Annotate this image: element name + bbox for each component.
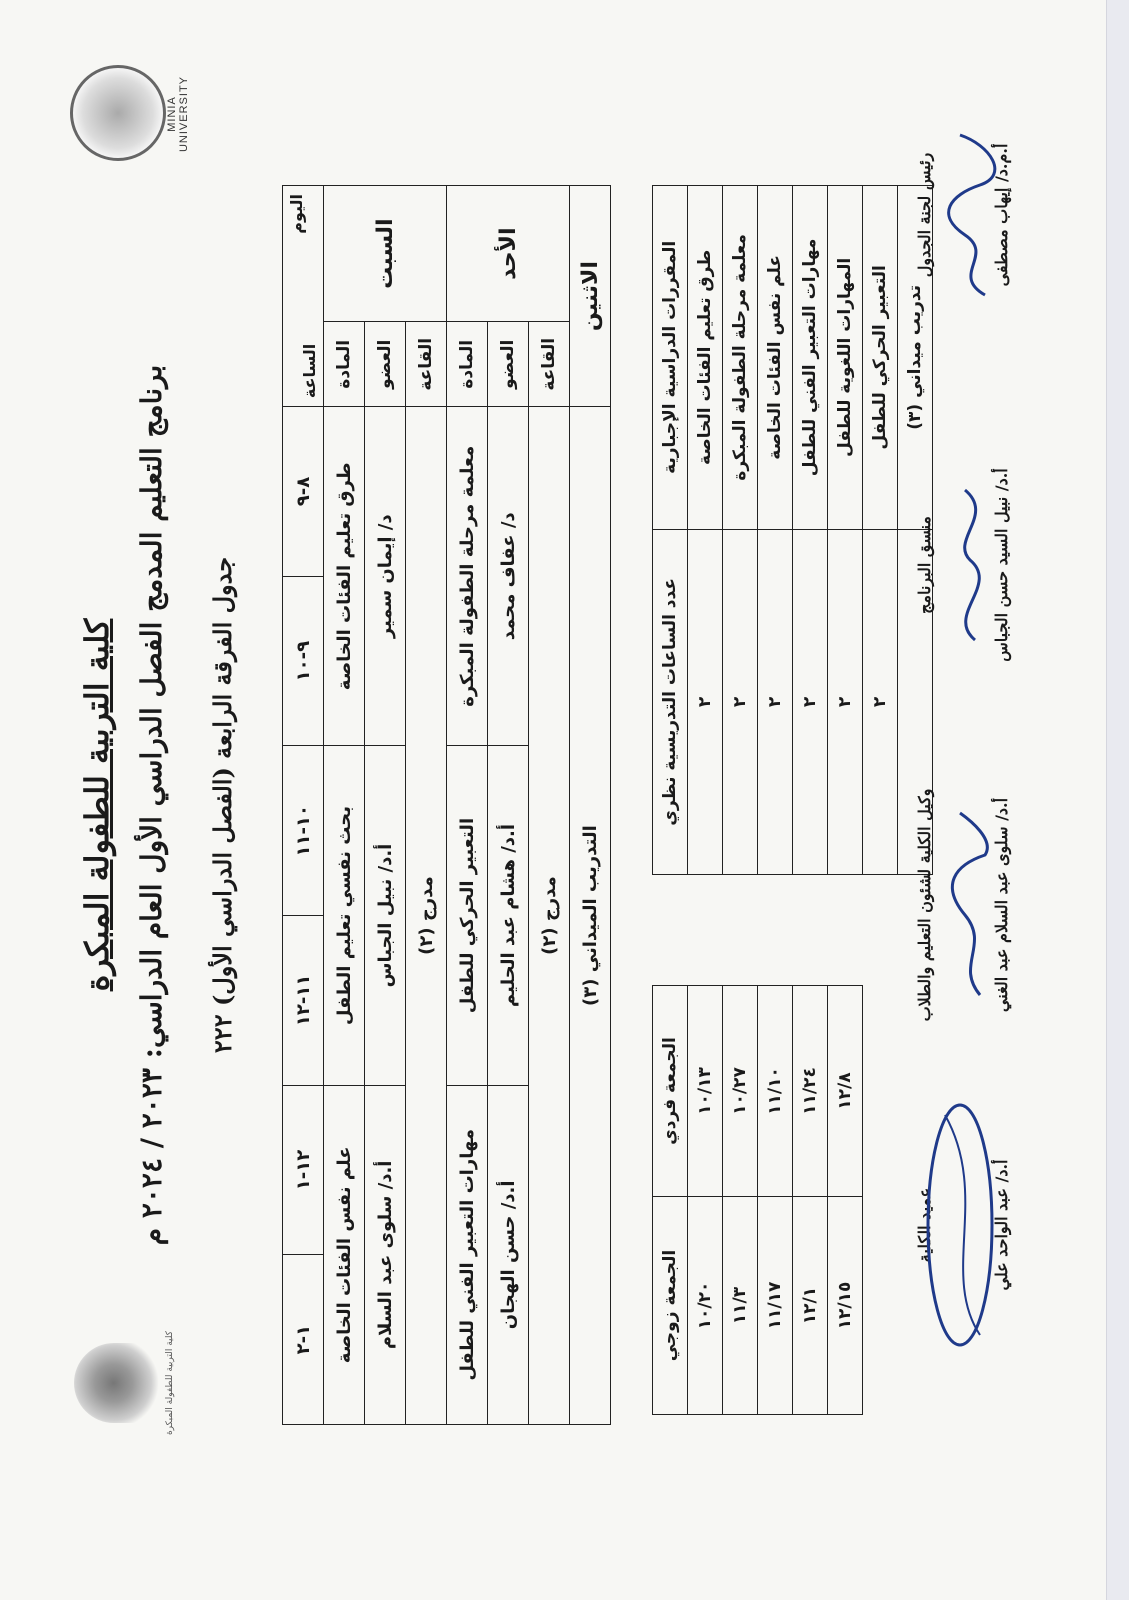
course-name: طرق تعليم الفئات الخاصة	[688, 186, 723, 530]
friday-row	[758, 986, 793, 1415]
subject-cell: معلمة مرحلة الطفولة المبكرة	[447, 407, 488, 746]
faculty-title: كلية التربية للطفولة المبكرة	[78, 618, 116, 992]
fridays-header: الجمعة فردي	[653, 986, 688, 1197]
time-slot-header: ١٠-١١	[283, 746, 324, 916]
schedule-header-row	[283, 186, 324, 1425]
time-slot-header: ٩-١٠	[283, 576, 324, 746]
course-row	[758, 186, 793, 875]
room-cell: مدرج (٢)	[406, 407, 447, 1425]
member-cell: أ.د/ سلوى عبد السلام	[365, 1085, 406, 1424]
day-name: الاثنين	[570, 186, 611, 407]
subject-cell: التعبير الحركي للطفل	[447, 746, 488, 1085]
row-label: العضو	[488, 322, 529, 407]
friday-even-date: ١٢/١	[793, 1197, 828, 1415]
room-cell: مدرج (٢)	[529, 407, 570, 1425]
friday-odd-date: ١٠/١٣	[688, 986, 723, 1197]
schedule-row-member	[488, 186, 529, 1425]
schedule-row-room	[406, 186, 447, 1425]
scan-edge	[1106, 0, 1129, 1600]
friday-even-date: ١١/١٧	[758, 1197, 793, 1415]
course-hours: ٢	[758, 529, 793, 874]
subject-cell: بحث نفسي تعليم الطفل	[324, 746, 365, 1085]
row-label: العضو	[365, 322, 406, 407]
schedule-row-subject	[447, 186, 488, 1425]
time-slot-header: ٨-٩	[283, 407, 324, 577]
friday-even-date: ١٠/٢٠	[688, 1197, 723, 1415]
friday-odd-date: ١١/٢٤	[793, 986, 828, 1197]
courses-header-row	[653, 186, 688, 875]
member-cell: أ.د/ نبيل الجباس	[365, 746, 406, 1085]
signature-role: رئيس لجنة الجدول	[915, 152, 934, 278]
course-row	[688, 186, 723, 875]
friday-row	[688, 986, 723, 1415]
course-hours: ٢	[828, 529, 863, 874]
fridays-header-row	[653, 986, 688, 1415]
schedule-row-monday	[570, 186, 611, 1425]
day-name: السبت	[324, 186, 447, 322]
schedule-row-subject	[324, 186, 365, 1425]
courses-header: المقررات الدراسية الإجبارية	[653, 186, 688, 530]
fridays-header: الجمعة زوجي	[653, 1197, 688, 1415]
signature-role: منسق البرنامج	[915, 516, 934, 614]
signature-name: أ.م.د/ إيهاب مصطفى	[992, 143, 1011, 287]
program-line: برنامج التعليم المدمج الفصل الدراسي الأول العام الدراسي: ٢٠٢٣ / ٢٠٢٤ م	[135, 364, 168, 1246]
signature-name: أ.د/ نبيل السيد حسن الجباس	[992, 468, 1011, 662]
signature-name: أ.د/ سلوى عبد السلام عبد الغني	[992, 797, 1011, 1013]
friday-row	[828, 986, 863, 1415]
course-hours: ٢	[793, 529, 828, 874]
course-name: معلمة مرحلة الطفولة المبكرة	[723, 186, 758, 530]
course-hours: ٢	[723, 529, 758, 874]
course-row	[723, 186, 758, 875]
fridays-table	[652, 985, 863, 1415]
friday-even-date: ١١/٣	[723, 1197, 758, 1415]
schedule-row-room	[529, 186, 570, 1425]
time-slot-header: ١-٢	[283, 1255, 324, 1425]
member-cell: د/ عفاف محمد	[488, 407, 529, 746]
signature-block	[915, 1105, 1011, 1345]
row-label: القاعة	[529, 322, 570, 407]
schedule-row-member	[365, 186, 406, 1425]
member-cell: أ.د/ حسن الهجان	[488, 1085, 529, 1424]
time-slot-header: ١١-١٢	[283, 916, 324, 1086]
member-cell: د/ إيمان سمير	[365, 407, 406, 746]
document-sheet	[40, 65, 1040, 1545]
course-name: تدريب ميداني (٣)	[898, 186, 933, 530]
schedule-corner-cell	[283, 186, 324, 407]
friday-even-date: ١٢/١٥	[828, 1197, 863, 1415]
day-name: الأحد	[447, 186, 570, 322]
faculty-logo-text: كلية التربية للطفولة المبكرة	[165, 1330, 175, 1436]
row-label: المادة	[324, 322, 365, 407]
friday-odd-date: ١١/١٠	[758, 986, 793, 1197]
university-logo-text: MINIA UNIVERSITY	[166, 76, 190, 153]
signature-block	[915, 435, 1011, 695]
signature-role: عميد الكلية	[915, 1187, 934, 1263]
corner-day-label: اليوم	[287, 194, 306, 234]
row-label: المادة	[447, 322, 488, 407]
university-logo	[70, 65, 166, 161]
friday-odd-date: ١٢/٨	[828, 986, 863, 1197]
courses-table	[652, 185, 933, 875]
course-row	[828, 186, 863, 875]
friday-row	[723, 986, 758, 1415]
signature-name: أ.د/ عبد الواحد علي	[992, 1159, 1011, 1291]
course-hours: ٢	[863, 529, 898, 874]
field-training-cell: التدريب الميداني (٣)	[570, 407, 611, 1425]
courses-header: عدد الساعات التدريسية نظري	[653, 529, 688, 874]
subject-cell: طرق تعليم الفئات الخاصة	[324, 407, 365, 746]
signature-block	[915, 765, 1011, 1045]
corner-time-label: الساعة	[300, 343, 319, 399]
subject-cell: علم نفس الفئات الخاصة	[324, 1085, 365, 1424]
course-row	[793, 186, 828, 875]
subject-cell: مهارات التعبير الفني للطفل	[447, 1085, 488, 1424]
table-title: جدول الفرقة الرابعة (الفصل الدراسي الأول) ٢٢٢	[208, 556, 237, 1054]
row-label: القاعة	[406, 322, 447, 407]
course-name: علم نفس الفئات الخاصة	[758, 186, 793, 530]
signature-role: وكيل الكلية لشئون التعليم والطلاب	[915, 788, 934, 1022]
course-row	[863, 186, 898, 875]
course-hours: ٢	[688, 529, 723, 874]
time-slot-header: ١٢-١	[283, 1085, 324, 1255]
course-name: المهارات اللغوية للطفل	[828, 186, 863, 530]
schedule-table	[282, 185, 611, 1425]
friday-odd-date: ١٠/٢٧	[723, 986, 758, 1197]
signature-block	[915, 95, 1011, 335]
member-cell: أ.د/ هشام عبد الحليم	[488, 746, 529, 1085]
friday-row	[793, 986, 828, 1415]
faculty-logo	[74, 1343, 162, 1423]
course-name: التعبير الحركي للطفل	[863, 186, 898, 530]
course-name: مهارات التعبير الفني للطفل	[793, 186, 828, 530]
